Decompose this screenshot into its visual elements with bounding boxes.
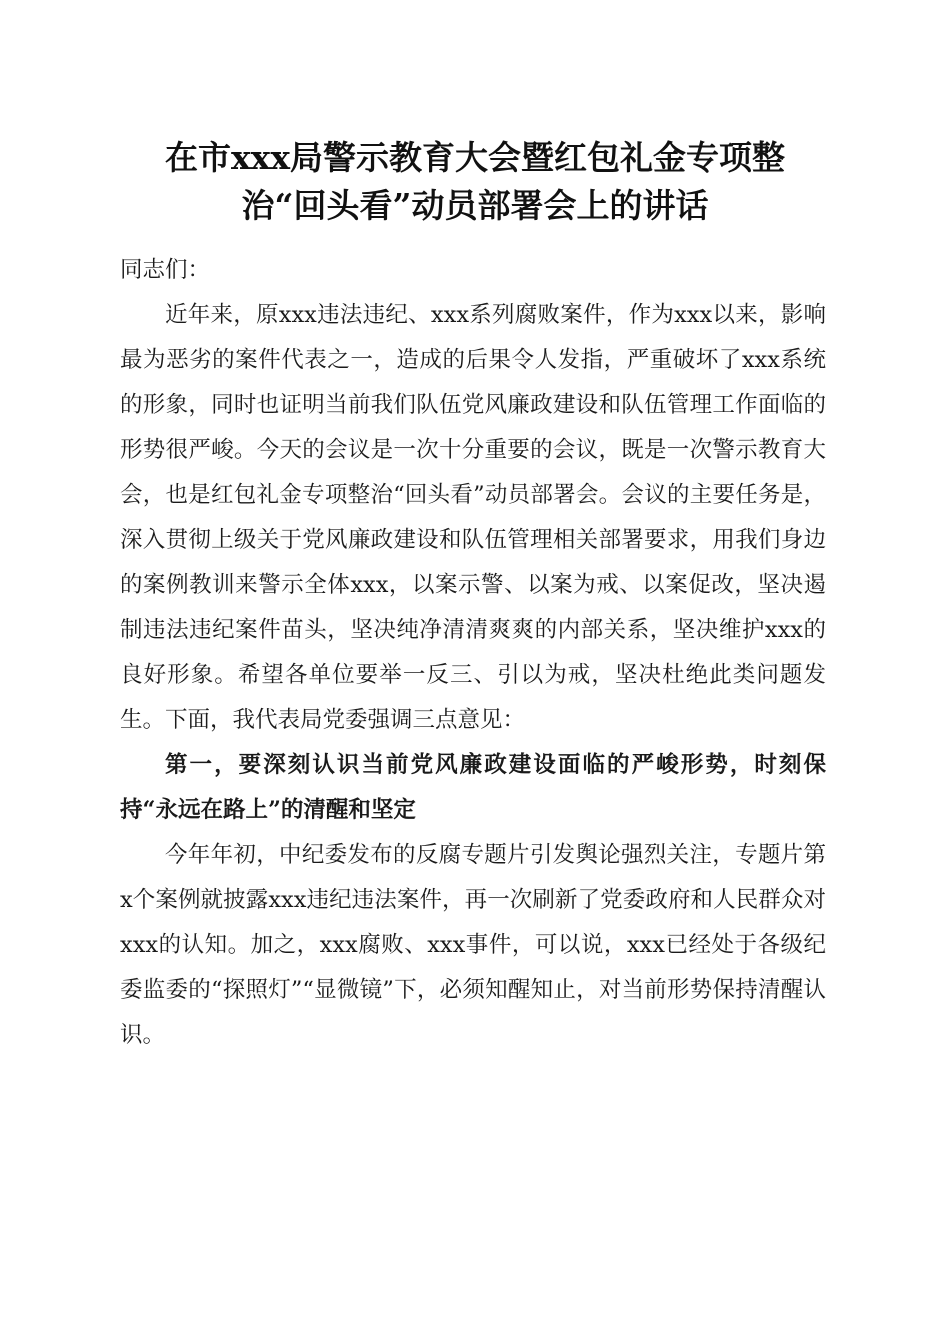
document-body — [120, 248, 826, 1058]
section-1-heading: 第一，要深刻认识当前党风廉政建设面临的严峻形势，时刻保持“永远在路上”的清醒和坚定 — [120, 752, 826, 823]
intro-paragraph: 近年来，原xxx违法违纪、xxx系列腐败案件，作为xxx以来，影响最为恶劣的案件代表之一，造成的后果令人发指，严重破坏了xxx系统的形象，同时也证明当前我们队伍党风廉政建设和队伍管理工作面临的形势很严峻。今天的会议是一次十分重要的会议，既是一次警示教育大会，也是红包礼金专项整治“回头看”动员部署会。会议的主要任务是，深入贯彻上级关于党风廉政建设和队伍管理相关部署要求，用我们身边的案例教训来警示全体xxx，以案示警、以案为戒、以案促改，坚决遏制违法违纪案件苗头，坚决纯净清清爽爽的内部关系，坚决维护xxx的良好形象。希望各单位要举一反三、引以为戒，坚决杜绝此类问题发生。下面，我代表局党委强调三点意见： — [120, 302, 826, 733]
section-1-paragraph: 今年年初，中纪委发布的反腐专题片引发舆论强烈关注，专题片第x个案例就披露xxx违纪违法案件，再一次刷新了党委政府和人民群众对xxx的认知。加之，xxx腐败、xxx事件，可以说，xxx已经处于各级纪委监委的“探照灯”“显微镜”下，必须知醒知止，对当前形势保持清醒认识。 — [120, 842, 826, 1048]
title-line-2: 治“回头看”动员部署会上的讲话 — [241, 186, 709, 225]
salutation: 同志们： — [120, 257, 211, 283]
title-line-1: 在市xxx局警示教育大会暨红包礼金专项整 — [164, 138, 786, 177]
document-title — [100, 134, 850, 230]
